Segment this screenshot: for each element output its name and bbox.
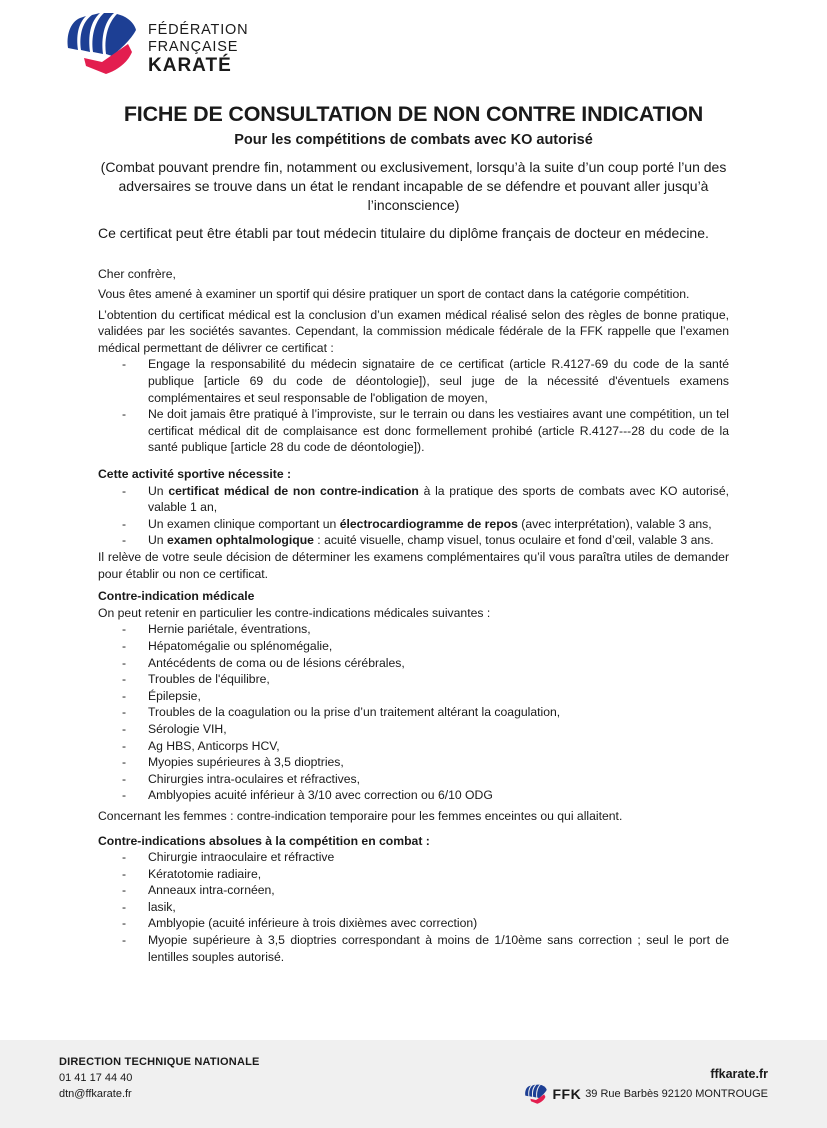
- list-item: - Troubles de la coagulation ou la prise d’un traitement altérant la coagulation,: [98, 704, 729, 721]
- ffk-karate-logo-icon: [62, 8, 142, 78]
- greeting: Cher confrère,: [98, 266, 176, 281]
- list-item: - Chirurgies intra-oculaires et réfractives,: [98, 771, 729, 788]
- list-item: - Antécédents de coma ou de lésions cérébrales,: [98, 655, 729, 672]
- list-item: - Ag HBS, Anticorps HCV,: [98, 738, 729, 755]
- page-subtitle: Pour les compétitions de combats avec KO autorisé: [234, 132, 593, 148]
- ffk-logo: [62, 8, 252, 78]
- contra-absolute-list: [98, 849, 729, 965]
- item-text: : acuité visuelle, champ visuel, tonus oculaire et fond d’œil, valable 3 ans.: [313, 533, 714, 548]
- item-text: à la pratique des sports de combats avec KO autorisé, valable 1 an,: [148, 483, 729, 515]
- list-item: - Amblyopie (acuité inférieure à trois dixièmes avec correction): [98, 915, 729, 932]
- item-text: (avec interprétation), valable 3 ans,: [517, 516, 712, 531]
- activity-heading: Cette activité sportive nécessite :: [98, 467, 292, 482]
- contra-absolute-heading: Contre-indications absolues à la compétition en combat :: [98, 833, 430, 848]
- certificate-intro: Ce certificat peut être établi par tout médecin titulaire du diplôme français de docteur en médecine.: [98, 225, 709, 241]
- contra-medical-list: [98, 621, 729, 804]
- item-emphasis: certificat médical de non contre-indication: [168, 483, 419, 498]
- paragraph-2: L’obtention du certificat médical est la conclusion d’un examen médical réalisé selon des règles de bonne pratique, validées par les sociétés savantes. Cependant, la commission médicale fédérale de la FFK rappelle que l’examen médical permettant de délivrer ce certificat :: [98, 307, 729, 355]
- activity-closing: Il relève de votre seule décision de déterminer les examens complémentaires qu’il vous paraîtra utiles de demander pour établir ou non ce certificat.: [98, 550, 729, 581]
- list-item: - Engage la responsabilité du médecin signataire de ce certificat (article R.4127-69 du code de la santé publique [article 69 du code de déontologie]), seul juge de la nécessité d'éventuels examens complémentaires et seul responsable de l'obligation de moyen,: [98, 356, 729, 406]
- list-item: - Troubles de l'équilibre,: [98, 671, 729, 688]
- list-item: - Chirurgie intraoculaire et réfractive: [98, 849, 729, 866]
- combat-definition-note: (Combat pouvant prendre fin, notamment ou exclusivement, lorsqu’à la suite d’un coup porté l’un des adversaires se trouve dans un état le rendant incapable de se défendre et pouvant aller jusqu’à l’inconscience): [100, 159, 727, 213]
- page-footer: [0, 1040, 827, 1128]
- footer-website-link[interactable]: ffkarate.fr: [710, 1067, 768, 1081]
- list-item: [98, 532, 729, 549]
- logo-line-francaise: FRANÇAISE: [148, 39, 239, 55]
- list-item: - Kératotomie radiaire,: [98, 866, 729, 883]
- list-item: - Ne doit jamais être pratiqué à l’improviste, sur le terrain ou dans les vestiaires avant une compétition, un tel certificat médical dit de complaisance est donc formellement prohibé (article R.4127---28 du code de la santé publique [article 28 du code de déontologie]).: [98, 406, 729, 456]
- women-note: Concernant les femmes : contre-indication temporaire pour les femmes enceintes ou qui allaitent.: [98, 808, 623, 823]
- list-item: - lasik,: [98, 899, 729, 916]
- footer-email[interactable]: dtn@ffkarate.fr: [59, 1088, 132, 1100]
- footer-phone[interactable]: 01 41 17 44 40: [59, 1072, 133, 1084]
- exam-rules-list: [98, 356, 729, 456]
- logo-line-federation: FÉDÉRATION: [148, 22, 249, 38]
- footer-brand-name: FFK: [552, 1086, 582, 1102]
- item-text: Un: [148, 533, 167, 548]
- list-item: - Myopies supérieures à 3,5 dioptries,: [98, 754, 729, 771]
- item-text: Un examen clinique comportant un: [148, 516, 340, 531]
- activity-requirements-list: [98, 483, 729, 549]
- list-item: - Sérologie VIH,: [98, 721, 729, 738]
- footer-brand: [523, 1066, 768, 1105]
- document-body: [98, 100, 729, 965]
- item-text: Un: [148, 483, 169, 498]
- logo-wordmark: [148, 22, 248, 76]
- list-item: [98, 516, 729, 533]
- paragraph-1: Vous êtes amené à examiner un sportif qui désire pratiquer un sport de contact dans la catégorie compétition.: [98, 287, 690, 302]
- list-item: - Épilepsie,: [98, 688, 729, 705]
- logo-line-karate: KARATÉ: [148, 55, 232, 76]
- list-item: - Hernie pariétale, éventrations,: [98, 621, 729, 638]
- list-item: - Myopie supérieure à 3,5 dioptries correspondant à moins de 1/10ème sans correction ; seul le port de lentilles souples autorisé.: [98, 932, 729, 965]
- list-item: - Amblyopies acuité inférieur à 3/10 avec correction ou 6/10 ODG: [98, 787, 729, 804]
- footer-address: 39 Rue Barbès 92120 MONTROUGE: [585, 1088, 768, 1100]
- footer-address-row: [523, 1083, 768, 1105]
- contra-medical-lead: On peut retenir en particulier les contre-indications médicales suivantes :: [98, 605, 491, 620]
- footer-department: DIRECTION TECHNIQUE NATIONALE: [59, 1056, 260, 1068]
- ffk-small-logo-icon: [523, 1083, 549, 1105]
- list-item: [98, 483, 729, 516]
- item-emphasis: électrocardiogramme de repos: [339, 516, 518, 531]
- footer-contact: [59, 1054, 260, 1102]
- list-item: - Hépatomégalie ou splénomégalie,: [98, 638, 729, 655]
- item-emphasis: examen ophtalmologique: [166, 533, 314, 548]
- contra-medical-heading: Contre-indication médicale: [98, 589, 255, 604]
- list-item: - Anneaux intra-cornéen,: [98, 882, 729, 899]
- page-title: FICHE DE CONSULTATION DE NON CONTRE INDICATION: [123, 102, 704, 126]
